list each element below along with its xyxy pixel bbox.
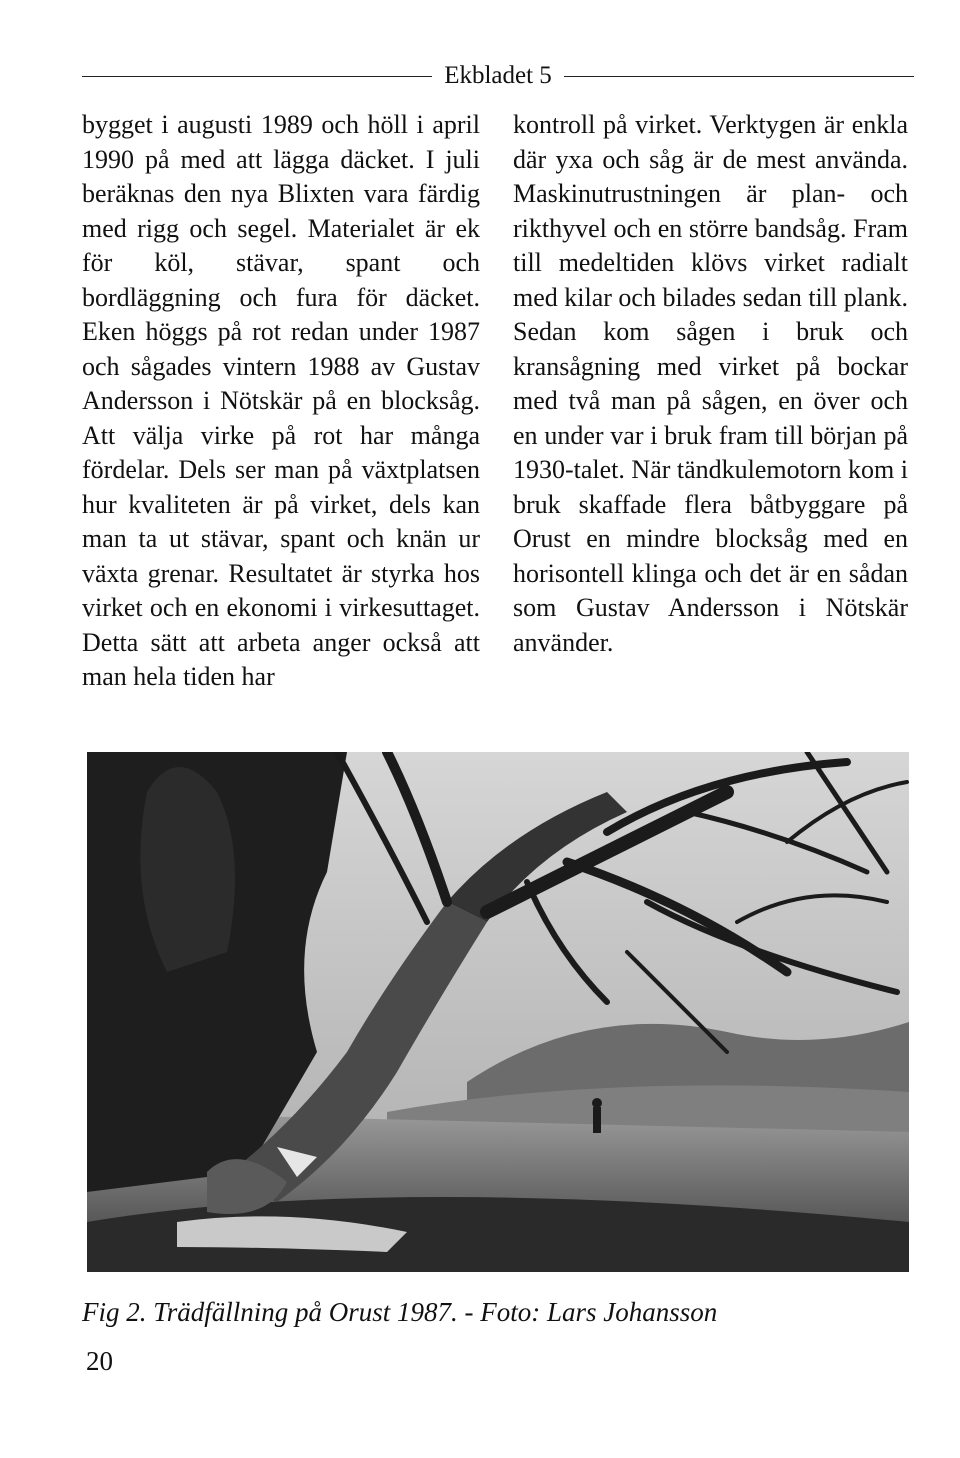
figure-caption: Fig 2. Trädfällning på Orust 1987. - Foto: Lars Johansson	[82, 1297, 718, 1327]
header-rule-right	[564, 76, 914, 77]
article-text-left: bygget i augusti 1989 och höll i april 1990 på med att lägga däcket. I juli beräknas den nya Blixten vara färdig med rigg och segel. Materialet är ek för köl, stävar, spant och bordläggning och fura för däcket. Eken höggs på rot redan under 1987 och sågades vintern 1988 av Gustav Andersson i Nötskär på en blocksåg. Att välja virke på rot har många fördelar. Dels ser man på växtplatsen hur kvaliteten är på virket, dels kan man ta ut stävar, spant och knän ur växta grenar. Resultatet är styrka hos virket och en ekonomi i virkesuttaget. Detta sätt att arbeta anger också att man hela tiden har	[82, 110, 480, 691]
felled-tree-photo	[87, 752, 909, 1272]
page-number: 20	[86, 1346, 113, 1376]
running-head: Ekbladet 5	[444, 62, 552, 89]
article-column-left	[82, 108, 480, 695]
article-text-right: kontroll på virket. Verktygen är enkla där yxa och såg är de mest använda. Maskinutrustningen är plan- och rikthyvel och en större bandsåg. Fram till medeltiden klövs virket radialt med kilar och bilades sedan till plank. Sedan kom sågen i bruk och kransågning med virket på bockar med två man på sågen, en över och en under var i bruk fram till början på 1930-talet. När tändkulemotorn kom i bruk skaffade flera båtbyggare på Orust en mindre blocksåg med en horisontell klinga och det är en sådan som Gustav Andersson i Nötskär använder.	[513, 110, 908, 657]
page-header	[82, 58, 914, 94]
article-column-right	[513, 108, 908, 660]
header-rule-left	[82, 76, 432, 77]
